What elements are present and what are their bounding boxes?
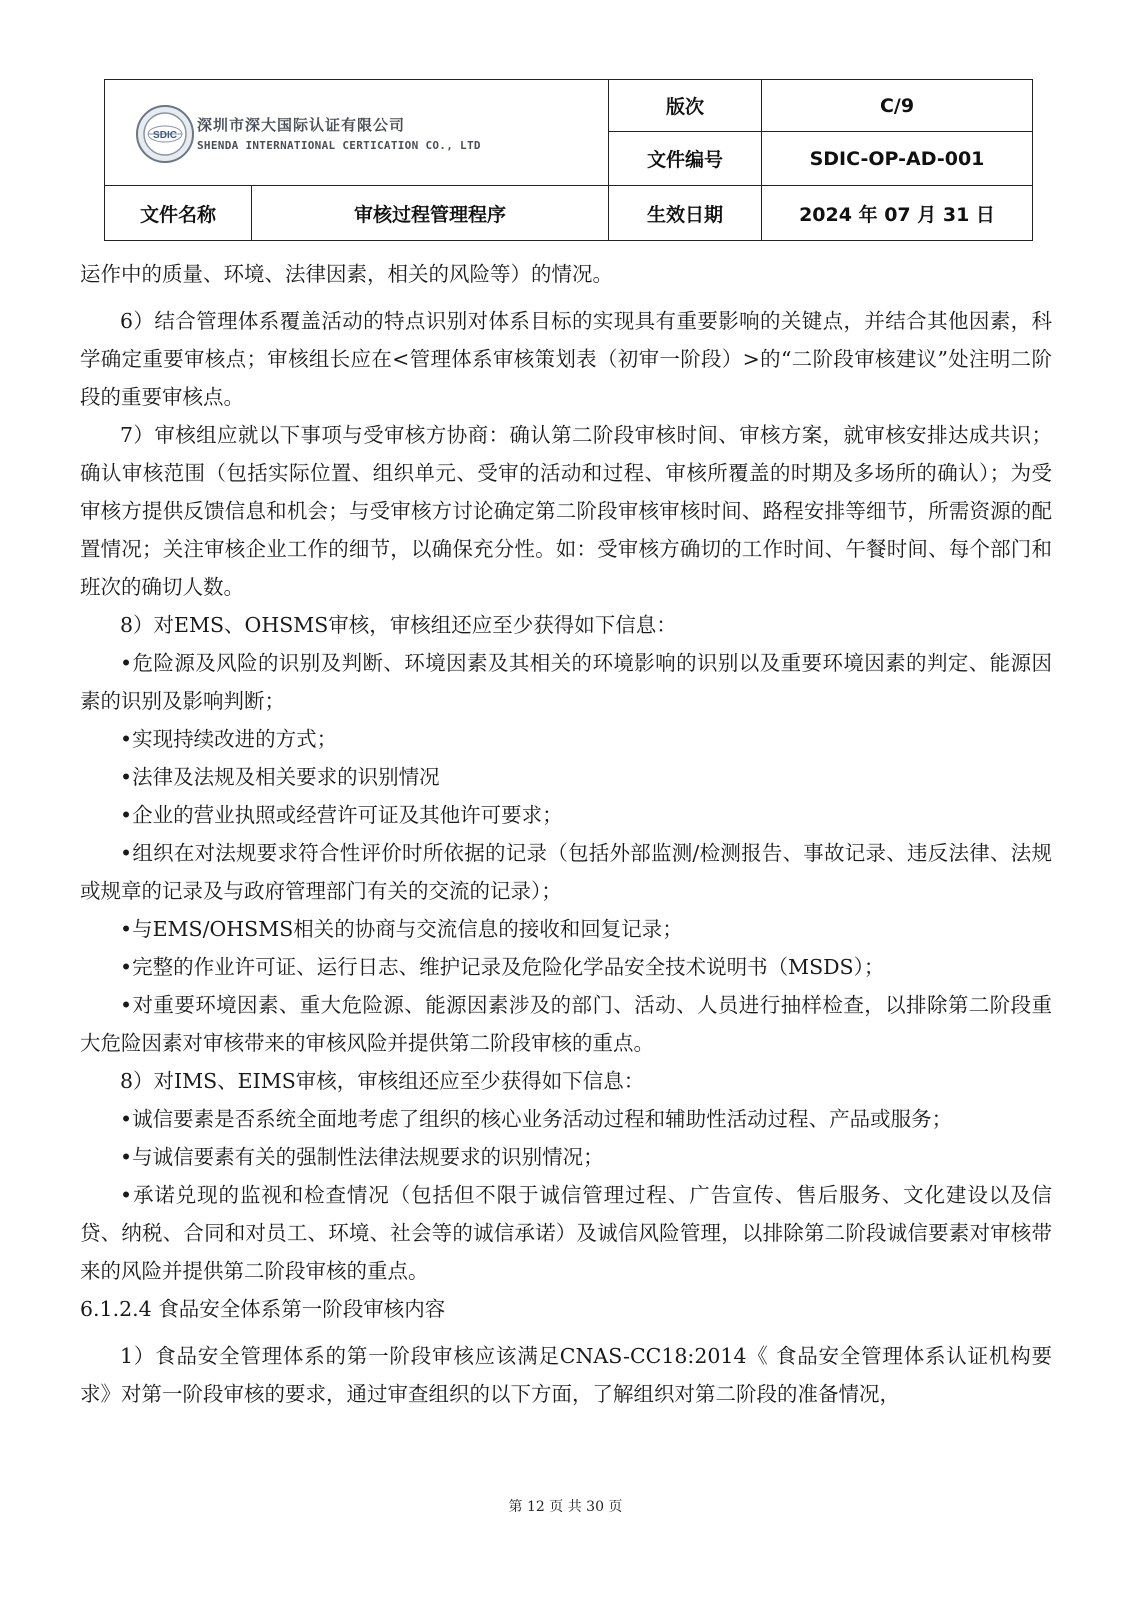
company-name-en: SHENDA INTERNATIONAL CERTICATION CO., LTD [197,139,481,152]
effective-date-label: 生效日期 [609,186,762,241]
version-label: 版次 [609,80,762,132]
paragraph-item-8-ems: 8）对EMS、OHSMS审核，审核组还应至少获得如下信息： [120,613,677,637]
bullet-item: •组织在对法规要求符合性评价时所依据的记录（包括外部监测/检测报告、事故记录、违反法律、法规或规章的记录及与政府管理部门有关的交流的记录）； [80,841,1052,903]
company-name-cn: 深圳市深大国际认证有限公司 [197,116,406,134]
paragraph-item-1: 1）食品安全管理体系的第一阶段审核应该满足CNAS-CC18:2014《 食品安全管理体系认证机构要求》对第一阶段审核的要求，通过审查组织的以下方面，了解组织对第二阶段的准备情况， [80,1344,1052,1406]
company-logo-cell [105,80,609,186]
bullet-item: •对重要环境因素、重大危险源、能源因素涉及的部门、活动、人员进行抽样检查，以排除第二阶段重大危险因素对审核带来的审核风险并提供第二阶段审核的重点。 [80,993,1052,1055]
bullet-item: •实现持续改进的方式； [120,727,338,751]
page-number: 第 12 页 共 30 页 [508,1499,623,1515]
bullet-item: •法律及法规及相关要求的识别情况 [120,765,440,789]
paragraph-item-8-ims: 8）对IMS、EIMS审核，审核组还应至少获得如下信息： [120,1069,645,1093]
section-heading: 6.1.2.4 食品安全体系第一阶段审核内容 [80,1297,446,1321]
bullet-item: •与诚信要素有关的强制性法律法规要求的识别情况； [120,1145,604,1169]
effective-date-value: 2024 年 07 月 31 日 [762,186,1033,241]
doc-number-label: 文件编号 [609,132,762,186]
bullet-item: •完整的作业许可证、运行日志、维护记录及危险化学品安全技术说明书（MSDS）； [120,955,885,979]
paragraph-continued: 运作中的质量、环境、法律因素，相关的风险等）的情况。 [80,262,613,286]
version-value: C/9 [762,80,1033,132]
bullet-item: •诚信要素是否系统全面地考虑了组织的核心业务活动过程和辅助性活动过程、产品或服务； [120,1107,953,1131]
bullet-item: •企业的营业执照或经营许可证及其他许可要求； [120,803,563,827]
file-name-label: 文件名称 [105,186,252,241]
paragraph-item-6: 6）结合管理体系覆盖活动的特点识别对体系目标的实现具有重要影响的关键点，并结合其他因素，科学确定重要审核点；审核组长应在<管理体系审核策划表（初审一阶段）>的“二阶段审核建议”处注明二阶段的重要审核点。 [80,309,1052,409]
bullet-item: •危险源及风险的识别及判断、环境因素及其相关的环境影响的识别以及重要环境因素的判定、能源因素的识别及影响判断； [80,651,1052,713]
doc-number-value: SDIC-OP-AD-001 [762,132,1033,186]
file-name-value: 审核过程管理程序 [252,186,609,241]
document-header-table [104,79,1033,241]
document-body [80,255,1052,1413]
bullet-item: •承诺兑现的监视和检查情况（包括但不限于诚信管理过程、广告宣传、售后服务、文化建设以及信贷、纳税、合同和对员工、环境、社会等的诚信承诺）及诚信风险管理，以排除第二阶段诚信要素对审核带来的风险并提供第二阶段审核的重点。 [80,1183,1052,1283]
paragraph-item-7: 7）审核组应就以下事项与受审核方协商：确认第二阶段审核时间、审核方案，就审核安排达成共识；确认审核范围（包括实际位置、组织单元、受审的活动和过程、审核所覆盖的时期及多场所的确认）；为受审核方提供反馈信息和机会；与受审核方讨论确定第二阶段审核审核时间、路程安排等细节，所需资源的配置情况；关注审核企业工作的细节，以确保充分性。如：受审核方确切的工作时间、午餐时间、每个部门和班次的确切人数。 [80,423,1052,599]
company-logo [135,102,515,166]
sdic-logo-icon [135,102,195,166]
bullet-item: •与EMS/OHSMS相关的协商与交流信息的接收和回复记录； [120,917,683,941]
logo-text: SDIC [153,130,177,141]
